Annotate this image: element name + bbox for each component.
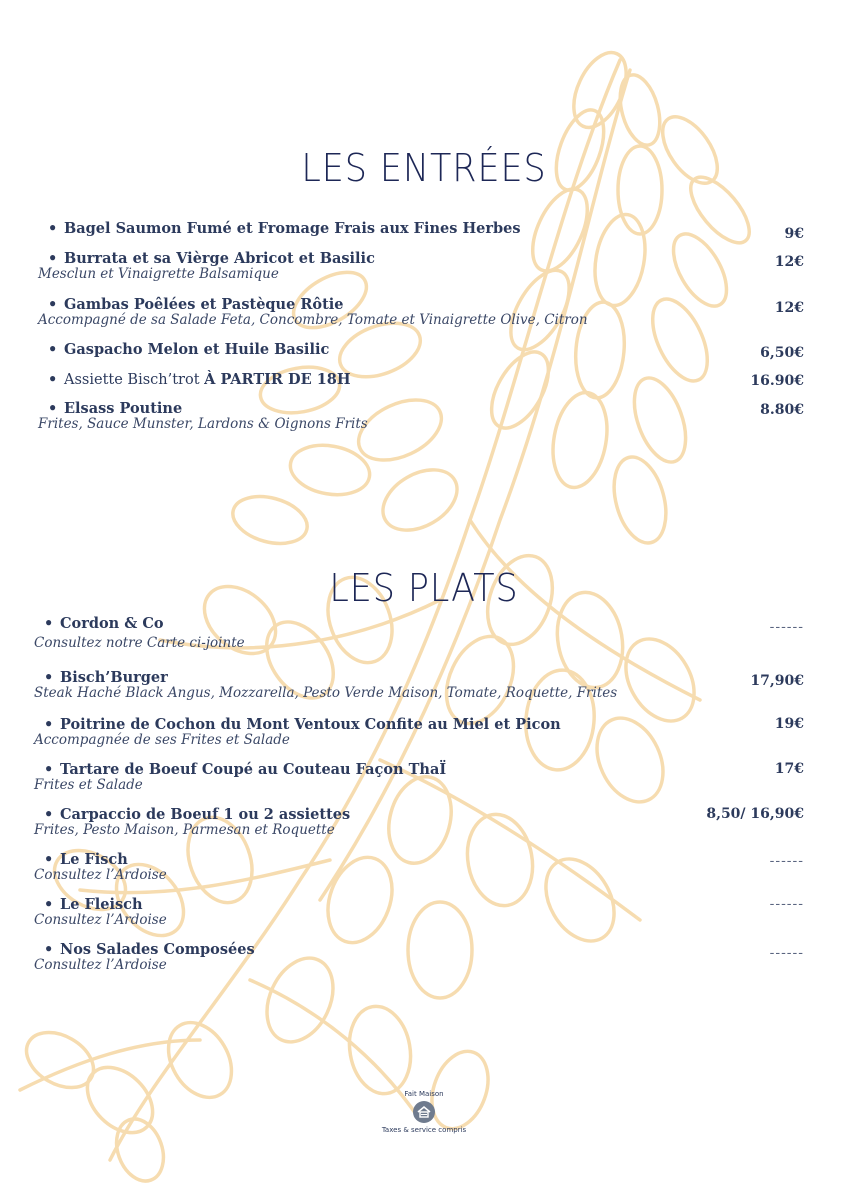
plat-item-name xyxy=(44,761,446,778)
entree-item-name xyxy=(48,371,351,388)
plat-price: ------ xyxy=(769,896,804,912)
entree-item-name xyxy=(48,341,329,358)
plat-item-desc: Accompagnée de ses Frites et Salade xyxy=(34,732,290,748)
item-name-text: Bagel Saumon Fumé et Fromage Frais aux Fines Herbes xyxy=(64,220,521,237)
item-name-emphasis: À PARTIR DE 18H xyxy=(204,371,351,388)
entrees-title: LES ENTRÉES xyxy=(301,146,547,190)
entree-price: 6,50€ xyxy=(760,345,804,361)
bullet-icon: • xyxy=(44,761,54,778)
plat-price: 8,50/ 16,90€ xyxy=(706,806,804,822)
bullet-icon: • xyxy=(48,250,58,267)
item-name-text: Poitrine de Cochon du Mont Ventoux Confite au Miel et Picon xyxy=(60,716,561,733)
plat-item-name xyxy=(44,716,561,733)
item-name-text: Bisch’Burger xyxy=(60,669,168,686)
plat-item-desc: Consultez l’Ardoise xyxy=(34,867,167,883)
bullet-icon: • xyxy=(44,896,54,913)
entree-price: 8.80€ xyxy=(760,402,804,418)
plat-price: 17,90€ xyxy=(750,673,804,689)
plat-item-name xyxy=(44,615,164,632)
bullet-icon: • xyxy=(44,716,54,733)
item-name-text: Tartare de Boeuf Coupé au Couteau Façon ThaÏ xyxy=(60,761,447,778)
entree-price: 12€ xyxy=(774,300,804,316)
plat-item-name xyxy=(44,941,255,958)
item-name-text: Carpaccio de Boeuf 1 ou 2 assiettes xyxy=(60,806,351,823)
plat-item-name xyxy=(44,851,128,868)
entree-item-name xyxy=(48,296,344,313)
plat-price: 19€ xyxy=(774,716,804,732)
bullet-icon: • xyxy=(44,669,54,686)
item-name-text: Le Fisch xyxy=(60,851,128,868)
plat-item-name xyxy=(44,896,143,913)
item-name-text: Le Fleisch xyxy=(60,896,143,913)
bullet-icon: • xyxy=(48,400,58,417)
bullet-icon: • xyxy=(48,220,58,237)
bullet-icon: • xyxy=(44,851,54,868)
bullet-icon: • xyxy=(44,941,54,958)
plat-item-desc: Frites et Salade xyxy=(34,777,143,793)
entree-item-desc: Frites, Sauce Munster, Lardons & Oignons Frits xyxy=(38,416,368,432)
plat-item-desc: Consultez notre Carte ci-jointe xyxy=(34,635,245,651)
bullet-icon: • xyxy=(48,341,58,358)
bullet-icon: • xyxy=(48,371,58,388)
item-name-text: Assiette Bisch’trot xyxy=(64,372,205,388)
bullet-icon: • xyxy=(44,615,54,632)
entree-item-name xyxy=(48,220,521,237)
entree-price: 9€ xyxy=(784,226,804,242)
plat-price: ------ xyxy=(769,619,804,635)
plat-item-desc: Consultez l’Ardoise xyxy=(34,912,167,928)
item-name-text: Gaspacho Melon et Huile Basilic xyxy=(64,341,330,358)
bullet-icon: • xyxy=(48,296,58,313)
item-name-text: Gambas Poêlées et Pastèque Rôtie xyxy=(64,296,344,313)
entree-item-name xyxy=(48,250,375,267)
item-name-text: Nos Salades Composées xyxy=(60,941,255,958)
item-name-text: Burrata et sa Vièrge Abricot et Basilic xyxy=(64,250,375,267)
plat-price: ------ xyxy=(769,945,804,961)
fait-maison-badge xyxy=(360,1090,488,1134)
item-name-text: Cordon & Co xyxy=(60,615,164,632)
entree-price: 12€ xyxy=(774,254,804,270)
plat-item-desc: Frites, Pesto Maison, Parmesan et Roquette xyxy=(34,822,335,838)
plats-title: LES PLATS xyxy=(329,566,519,610)
entree-item-desc: Mesclun et Vinaigrette Balsamique xyxy=(38,266,279,282)
badge-bottom-text: Taxes & service compris xyxy=(381,1126,467,1134)
plat-price: ------ xyxy=(769,853,804,869)
entree-price: 16.90€ xyxy=(750,373,804,389)
entree-item-name xyxy=(48,400,182,417)
plat-item-desc: Consultez l’Ardoise xyxy=(34,957,167,973)
plat-item-desc: Steak Haché Black Angus, Mozzarella, Pesto Verde Maison, Tomate, Roquette, Frites xyxy=(34,685,618,701)
badge-top-text: Fait Maison xyxy=(404,1090,444,1098)
bullet-icon: • xyxy=(44,806,54,823)
plat-item-name xyxy=(44,806,350,823)
item-name-text: Elsass Poutine xyxy=(64,400,183,417)
plat-item-name xyxy=(44,669,168,686)
entree-item-desc: Accompagné de sa Salade Feta, Concombre, Tomate et Vinaigrette Olive, Citron xyxy=(38,312,588,328)
house-icon xyxy=(413,1101,435,1123)
plat-price: 17€ xyxy=(774,761,804,777)
